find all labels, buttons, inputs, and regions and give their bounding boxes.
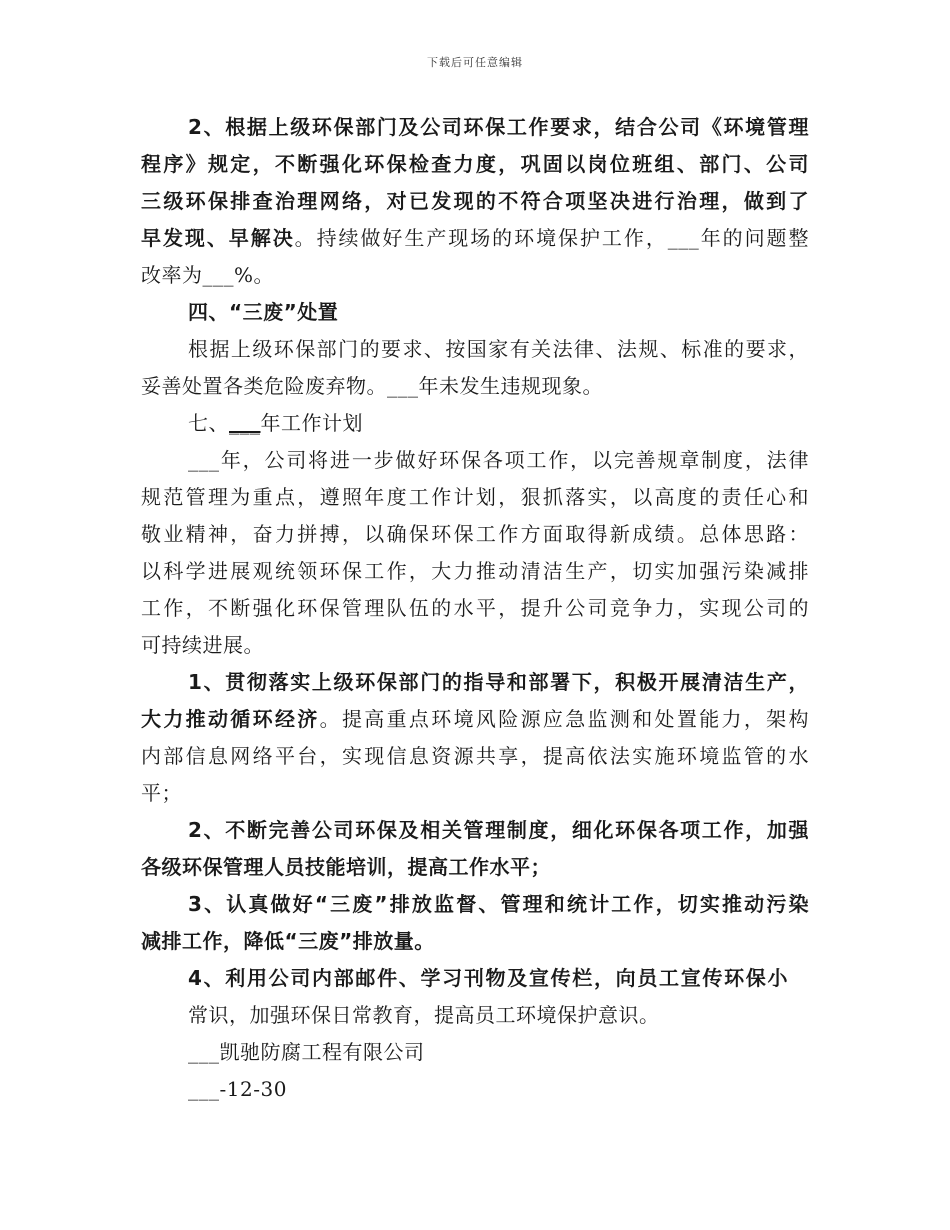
text-line-08: 妥善处置各类危险废弃物。___年未发生违规现象。 [141,374,603,398]
text-line-17-normal: 。提高重点环境风险源应急监测和处置能力，架构 [319,707,810,731]
section-heading-plan-year-blank: ___ [229,411,261,435]
text-line-24: 4、利用公司内部邮件、学习刊物及宣传栏，向员工宣传环保小 [188,966,788,990]
text-line-17-bold: 大力推动循环经济 [141,707,320,731]
document-date: ___-12-30 [188,1077,287,1101]
text-line-21: 各级环保管理人员技能培训，提高工作水平； [141,855,551,879]
text-line-03: 三级环保排查治理网络，对已发现的不符合项坚决进行治理，做到了 [141,189,809,213]
text-line-12: 敬业精神，奋力拼搏，以确保环保工作方面取得新成绩。总体思路： [141,522,809,546]
download-note: 下载后可任意编辑 [427,56,523,69]
text-line-16: 1、贯彻落实上级环保部门的指导和部署下，积极开展清洁生产， [188,670,809,694]
text-line-25: 常识，加强环保日常教育，提高员工环境保护意识。 [188,1003,660,1027]
company-name: ___凯驰防腐工程有限公司 [188,1040,425,1064]
section-heading-plan [188,411,363,435]
text-line-18: 内部信息网络平台，实现信息资源共享，提高依法实施环境监管的水 [141,744,809,768]
text-line-15: 可持续进展。 [141,633,264,657]
text-line-19: 平； [141,781,182,805]
section-heading-waste: 四、“三废”处置 [188,300,339,324]
text-line-14: 工作，不断强化环保管理队伍的水平，提升公司竞争力，实现公司的 [141,596,809,620]
text-line-23: 减排工作，降低“三废”排放量。 [141,929,435,953]
text-line-04 [141,226,809,250]
text-line-20: 2、不断完善公司环保及相关管理制度，细化环保各项工作，加强 [188,818,809,842]
section-heading-plan-title: 年工作计划 [260,411,363,435]
text-line-01: 2、根据上级环保部门及公司环保工作要求，结合公司《环境管理 [188,115,809,139]
section-heading-plan-number: 七、 [188,411,229,435]
text-line-05: 改率为___%。 [141,263,275,287]
text-line-10: ___年，公司将进一步做好环保各项工作，以完善规章制度，法律 [188,448,809,472]
text-line-04-normal: 。持续做好生产现场的环境保护工作，___年的问题整 [294,226,810,250]
text-line-13: 以科学进展观统领环保工作，大力推动清洁生产，切实加强污染减排 [141,559,809,583]
text-line-02: 程序》规定，不断强化环保检查力度，巩固以岗位班组、部门、公司 [141,152,809,176]
text-line-04-bold: 早发现、早解决 [141,226,295,250]
text-line-11: 规范管理为重点，遵照年度工作计划，狠抓落实，以高度的责任心和 [141,485,809,509]
text-line-07: 根据上级环保部门的要求、按国家有关法律、法规、标准的要求， [188,337,809,361]
text-line-22: 3、认真做好“三废”排放监督、管理和统计工作，切实推动污染 [188,892,809,916]
text-line-17 [141,707,809,731]
